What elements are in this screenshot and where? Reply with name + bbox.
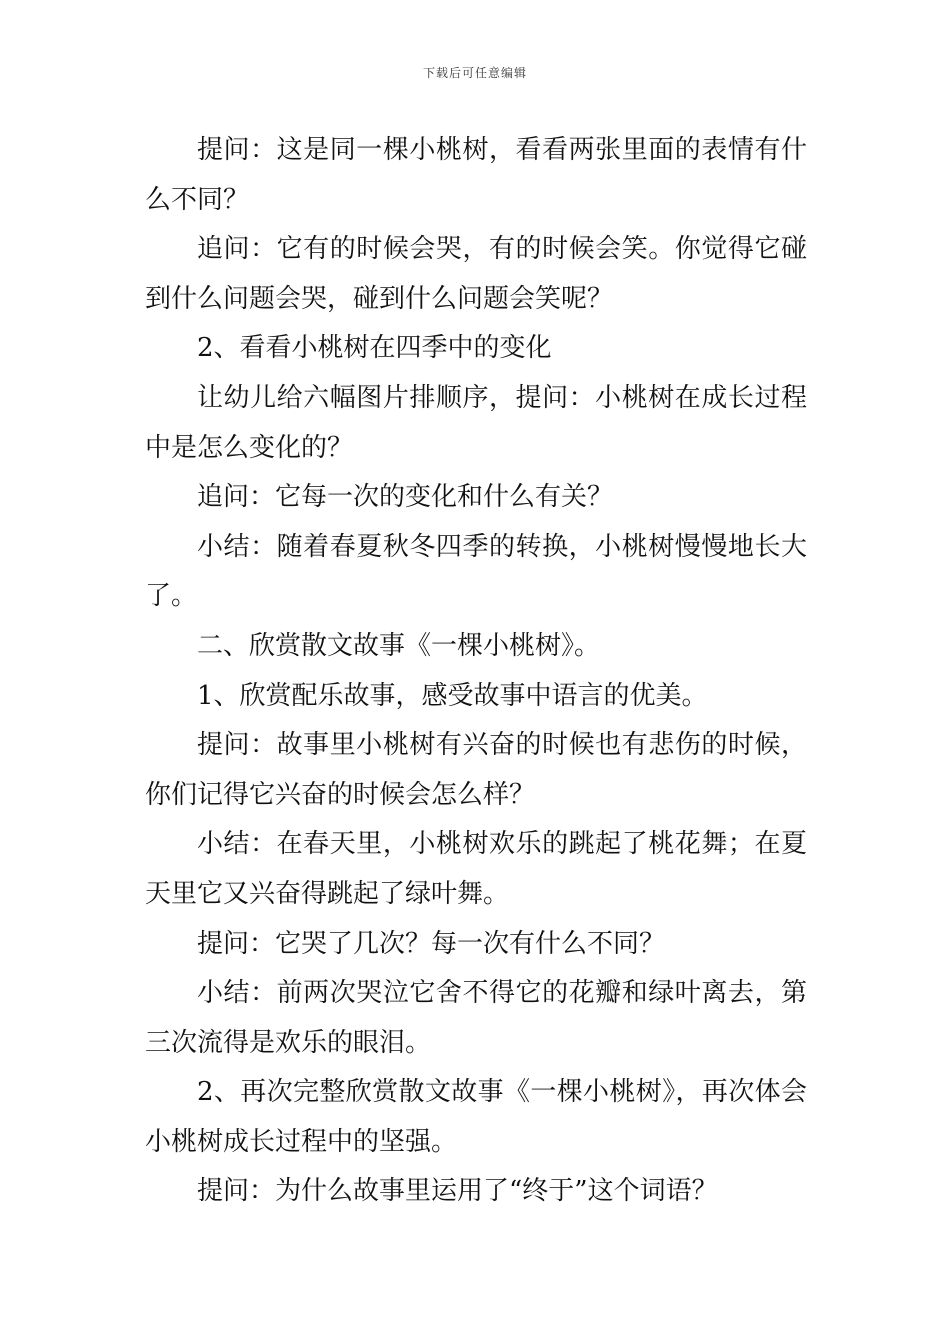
paragraph: 提问：这是同一棵小桃树，看看两张里面的表情有什么不同？: [145, 135, 807, 215]
document-body: [145, 126, 807, 1217]
page-header: 下载后可任意编辑: [422, 66, 527, 80]
paragraph: 追问：它有的时候会哭，有的时候会笑。你觉得它碰到什么问题会哭，碰到什么问题会笑呢？: [145, 234, 807, 314]
paragraph: 小结：在春天里，小桃树欢乐的跳起了桃花舞；在夏天里它又兴奋得跳起了绿叶舞。: [145, 829, 807, 909]
paragraph: 提问：它哭了几次？每一次有什么不同？: [197, 928, 666, 959]
paragraph: 让幼儿给六幅图片排顺序，提问：小桃树在成长过程中是怎么变化的？: [145, 382, 807, 463]
paragraph: 2、再次完整欣赏散文故事《一棵小桃树》，再次体会小桃树成长过程中的坚强。: [145, 1077, 807, 1157]
paragraph: 小结：前两次哭泣它舍不得它的花瓣和绿叶离去，第三次流得是欢乐的眼泪。: [145, 978, 807, 1058]
paragraph: 提问：故事里小桃树有兴奋的时候也有悲伤的时候，你们记得它兴奋的时候会怎么样？: [145, 730, 807, 810]
paragraph: 小结：随着春夏秋冬四季的转换，小桃树慢慢地长大了。: [145, 531, 807, 612]
paragraph: 二、欣赏散文故事《一棵小桃树》。: [197, 630, 601, 661]
paragraph: 提问：为什么故事里运用了“终于”这个词语？: [197, 1176, 718, 1207]
paragraph: 2、看看小桃树在四季中的变化: [197, 333, 552, 364]
paragraph: 追问：它每一次的变化和什么有关？: [197, 482, 614, 513]
paragraph: 1、欣赏配乐故事，感受故事中语言的优美。: [197, 680, 708, 711]
